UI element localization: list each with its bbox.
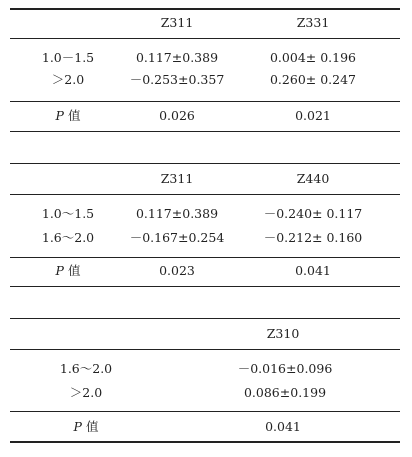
table1-row1-label: 1.0－1.5 — [41, 50, 95, 65]
table2-row2-col2: －0.212± 0.160 — [263, 230, 363, 245]
table3-bottom-rule — [10, 441, 400, 443]
table1-row2-col1: －0.253±0.357 — [129, 72, 225, 87]
table3-row2-label: ＞2.0 — [69, 385, 103, 400]
table1-header-rule — [10, 38, 400, 39]
p-text: 值 — [63, 263, 81, 278]
table2-row1-col1: 0.117±0.389 — [135, 206, 219, 221]
table2-p-label — [56, 264, 81, 278]
table3-p-label — [74, 420, 99, 434]
table2-header-rule — [10, 194, 400, 195]
table2-header-col1: Z311 — [160, 171, 194, 186]
table2-row2-col1: －0.167±0.254 — [129, 230, 225, 245]
p-text: 值 — [63, 108, 81, 123]
table2-p-col2: 0.041 — [295, 263, 331, 278]
table1-row1-col2: 0.004± 0.196 — [269, 50, 357, 65]
table3-row2-col1: 0.086±0.199 — [243, 385, 327, 400]
table1-row1-col1: 0.117±0.389 — [135, 50, 219, 65]
p-text: 值 — [81, 419, 99, 434]
table1-p-rule — [10, 101, 400, 102]
p-italic: P — [55, 263, 64, 278]
table2-header-col2: Z440 — [296, 171, 330, 186]
table1-header-col1: Z311 — [160, 15, 194, 30]
table3-row1-label: 1.6～2.0 — [59, 361, 113, 376]
table3-header-rule — [10, 349, 400, 350]
table3-header-col1: Z310 — [266, 326, 300, 341]
table1-header-col2: Z331 — [296, 15, 330, 30]
p-italic: P — [73, 419, 82, 434]
table2-row2-label: 1.6～2.0 — [41, 230, 95, 245]
table1-p-col1: 0.026 — [159, 108, 195, 123]
table3-p-rule — [10, 411, 400, 412]
table2-row1-col2: －0.240± 0.117 — [263, 206, 363, 221]
table1-row2-label: ＞2.0 — [51, 72, 85, 87]
table1-row2-col2: 0.260± 0.247 — [269, 72, 357, 87]
table1-bottom-rule — [10, 131, 400, 132]
table2-p-col1: 0.023 — [159, 263, 195, 278]
table2-p-rule — [10, 257, 400, 258]
table3-p-col1: 0.041 — [265, 419, 301, 434]
table2-bottom-rule — [10, 286, 400, 287]
table2-row1-label: 1.0～1.5 — [41, 206, 95, 221]
table2-top-rule — [10, 163, 400, 164]
p-italic: P — [55, 108, 64, 123]
table1-p-label — [56, 109, 81, 123]
table3-top-rule — [10, 318, 400, 319]
table1-top-rule — [10, 8, 400, 10]
table1-p-col2: 0.021 — [295, 108, 331, 123]
table3-row1-col1: －0.016±0.096 — [237, 361, 333, 376]
